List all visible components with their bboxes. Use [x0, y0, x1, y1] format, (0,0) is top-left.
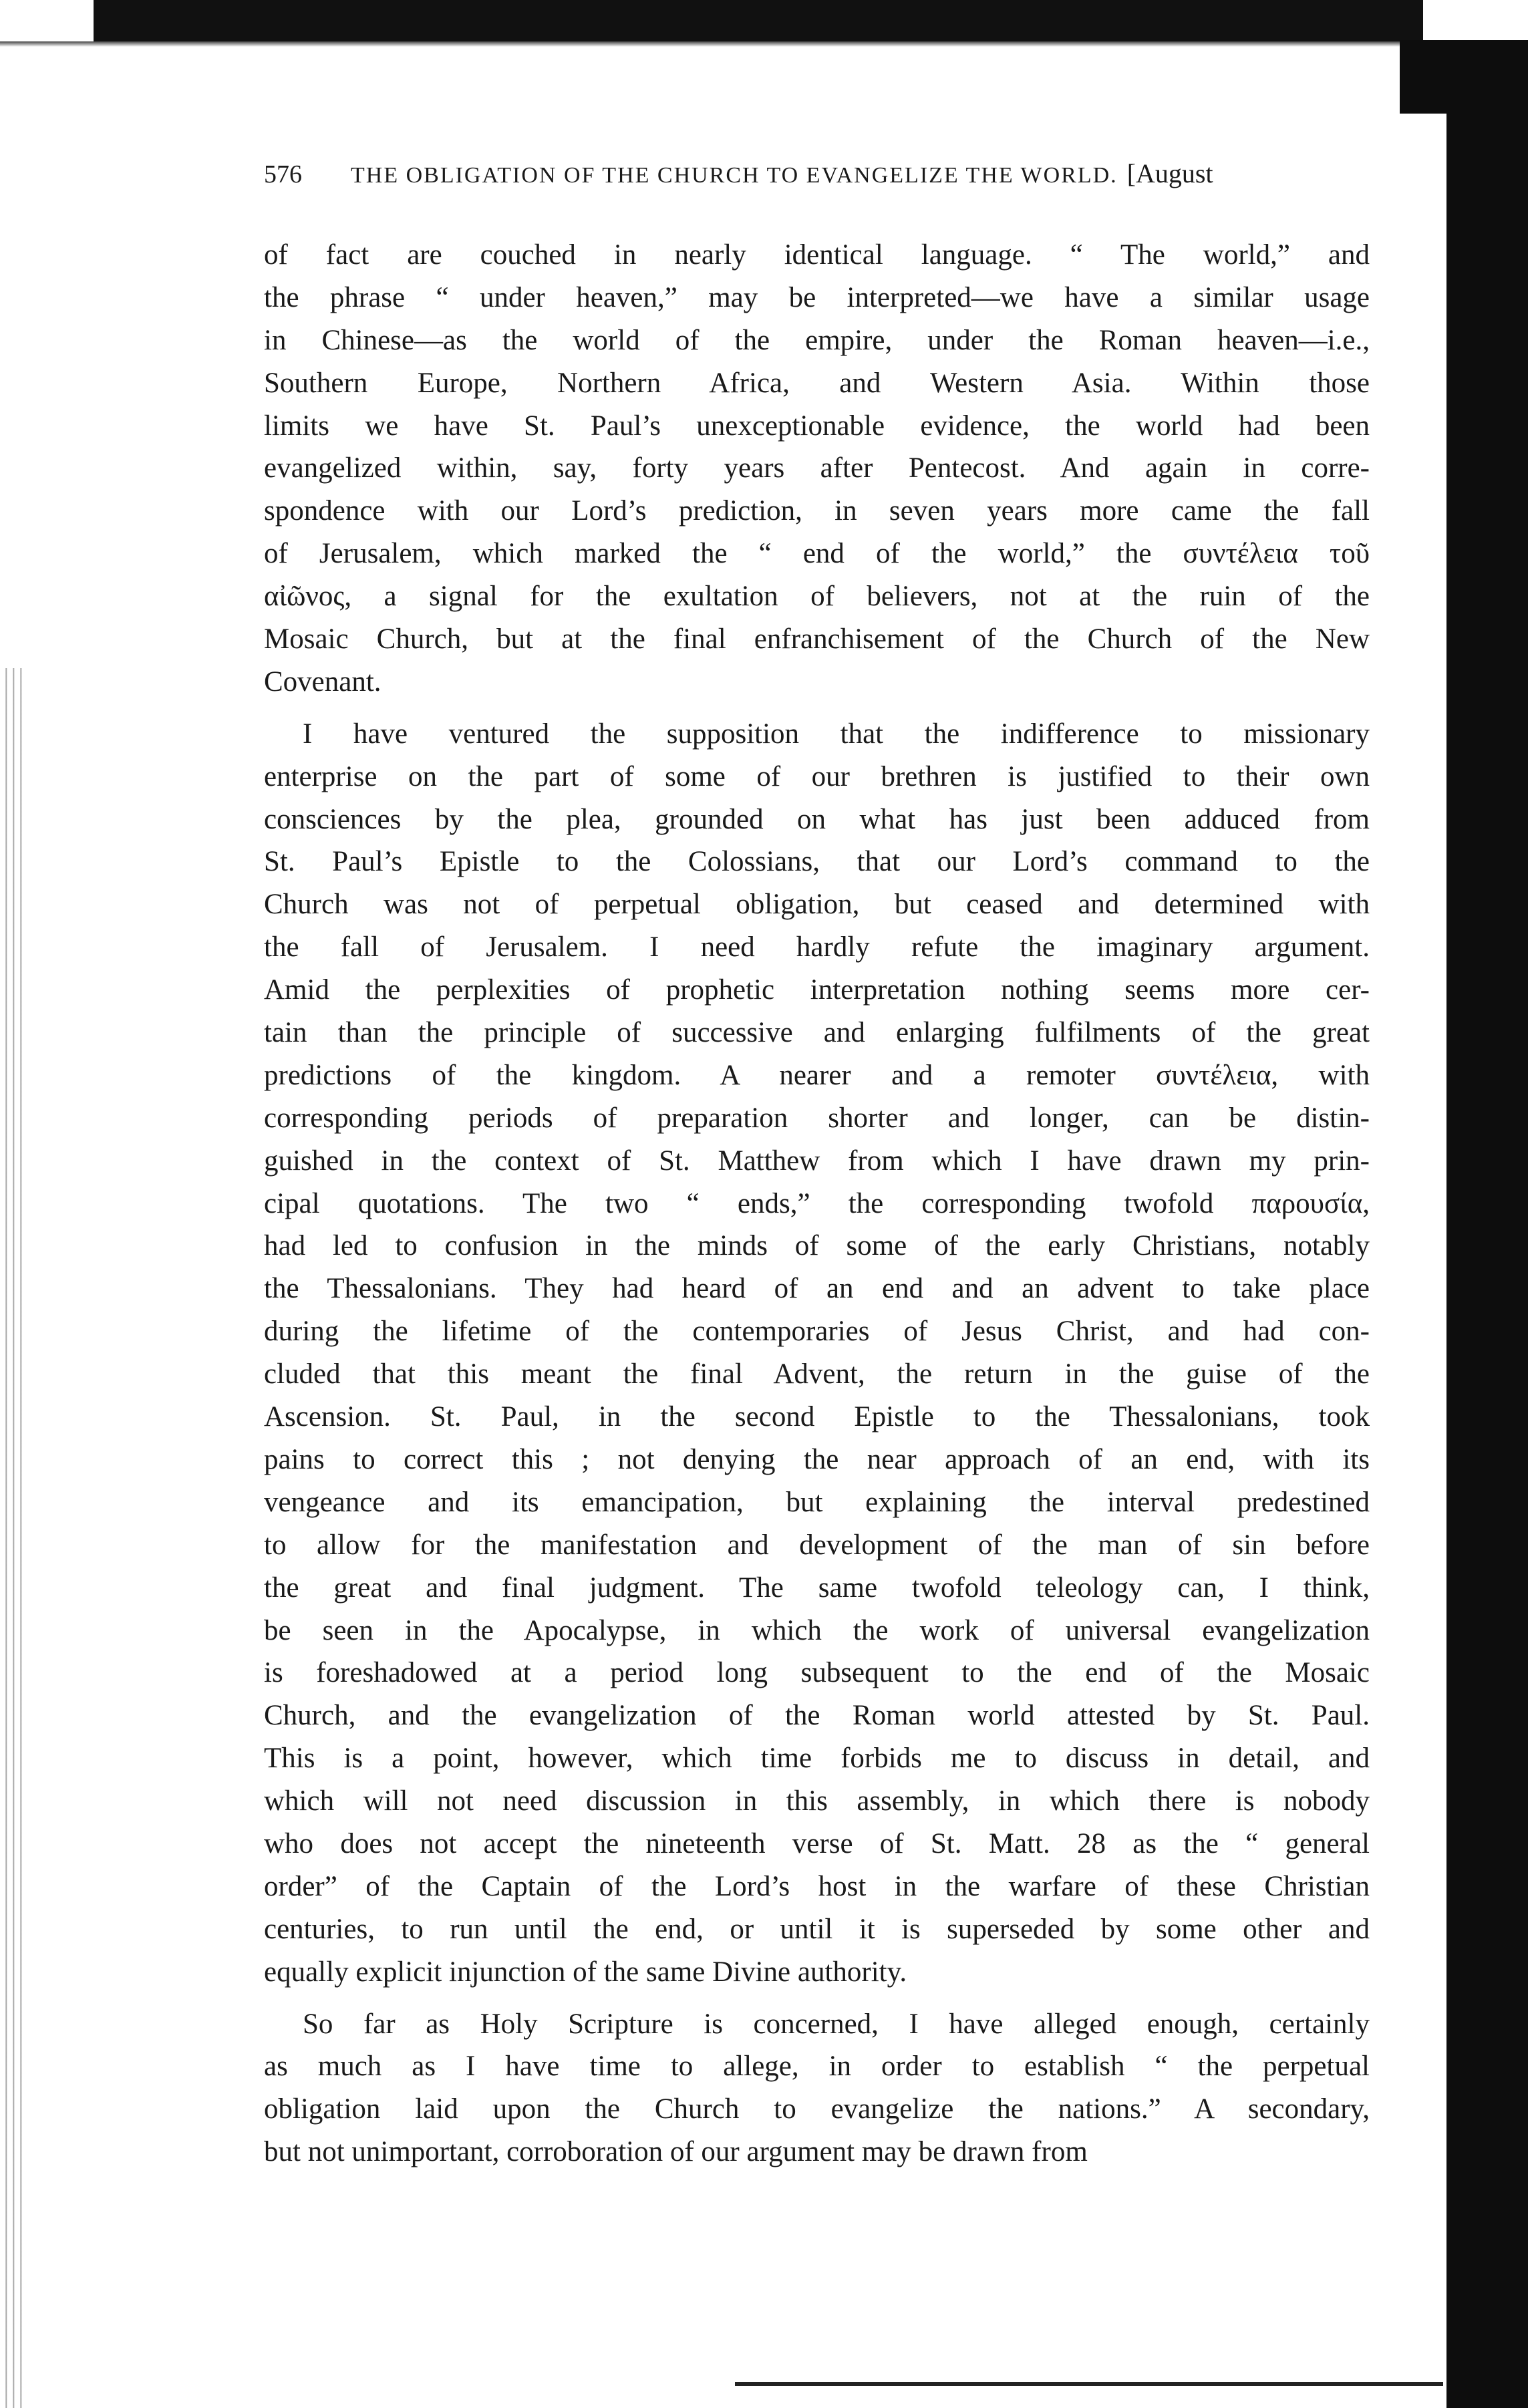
text-line: spondence with our Lord’s prediction, in seven years more came the fall [264, 495, 1370, 527]
paragraph-gap [264, 1994, 1370, 2003]
text-line: but not unimportant, corroboration of our argument may be drawn from [264, 2136, 1088, 2168]
scan-top-shadow [0, 41, 1528, 47]
scan-bottom-rule [735, 2382, 1443, 2386]
text-line: pains to correct this ; not denying the near approach of an end, with its [264, 1443, 1370, 1475]
text-line: This is a point, however, which time forbids me to discuss in detail, and [264, 1743, 1370, 1775]
text-line: αἰῶνος, a signal for the exultation of believers, not at the ruin of the [264, 581, 1370, 613]
text-line: Ascension. St. Paul, in the second Epistle to the Thessalonians, took [264, 1401, 1370, 1433]
paragraph [264, 713, 1370, 1994]
text-line: tain than the principle of successive and enlarging fulfilments of the great [264, 1017, 1370, 1049]
paragraph-gap [264, 704, 1370, 713]
running-date: [August [1126, 158, 1213, 188]
text-line: enterprise on the part of some of our brethren is justified to their own [264, 760, 1370, 792]
paragraph [264, 2003, 1370, 2174]
running-title: THE OBLIGATION OF THE CHURCH TO EVANGELIZE THE WORLD. [351, 163, 1118, 188]
text-line: cluded that this meant the final Advent, the return in the guise of the [264, 1358, 1370, 1390]
text-line: who does not accept the nineteenth verse of St. Matt. 28 as the “ general [264, 1827, 1370, 1859]
text-line: as much as I have time to allege, in order to establish “ the perpetual [264, 2051, 1370, 2083]
text-line: I have ventured the supposition that the indifference to missionary [303, 718, 1370, 750]
text-line: had led to confusion in the minds of some of the early Christians, notably [264, 1230, 1370, 1262]
text-line: the Thessalonians. They had heard of an end and an advent to take place [264, 1273, 1370, 1305]
text-line: guished in the context of St. Matthew from which I have drawn my prin- [264, 1145, 1370, 1177]
text-line: So far as Holy Scripture is concerned, I have alleged enough, certainly [303, 2008, 1370, 2040]
text-line: the great and final judgment. The same twofold teleology can, I think, [264, 1571, 1370, 1604]
page-number: 576 [264, 160, 302, 188]
text-line: predictions of the kingdom. A nearer and a remoter συντέλεια, with [264, 1059, 1370, 1091]
text-line: of fact are couched in nearly identical language. “ The world,” and [264, 239, 1370, 271]
body-text [264, 234, 1370, 2173]
paragraph [264, 234, 1370, 704]
text-line: centuries, to run until the end, or until it is superseded by some other and [264, 1913, 1370, 1945]
text-line: St. Paul’s Epistle to the Colossians, that our Lord’s command to the [264, 846, 1370, 878]
text-line: obligation laid upon the Church to evangelize the nations.” A secondary, [264, 2093, 1370, 2125]
document-page [264, 154, 1370, 2173]
text-line: vengeance and its emancipation, but explaining the interval predestined [264, 1486, 1370, 1518]
text-line: evangelized within, say, forty years after Pentecost. And again in corre- [264, 452, 1370, 484]
text-line: which will not need discussion in this assembly, in which there is nobody [264, 1785, 1370, 1817]
running-head [264, 154, 1370, 194]
text-line: the phrase “ under heaven,” may be interpreted—we have a similar usage [264, 281, 1370, 313]
text-line: cipal quotations. The two “ ends,” the corresponding twofold παρουσία, [264, 1187, 1370, 1219]
scan-left-gutter [0, 668, 27, 2408]
text-line: limits we have St. Paul’s unexceptionable evidence, the world had been [264, 410, 1370, 442]
text-line: Church was not of perpetual obligation, but ceased and determined with [264, 889, 1370, 921]
text-line: the fall of Jerusalem. I need hardly refute the imaginary argument. [264, 931, 1370, 963]
text-line: Southern Europe, Northern Africa, and Western Asia. Within those [264, 367, 1370, 399]
text-line: order” of the Captain of the Lord’s host in the warfare of these Christian [264, 1870, 1370, 1902]
text-line: of Jerusalem, which marked the “ end of the world,” the συντέλεια τοῦ [264, 538, 1370, 570]
text-line: Covenant. [264, 665, 381, 698]
text-line: Church, and the evangelization of the Roman world attested by St. Paul. [264, 1700, 1370, 1732]
text-line: be seen in the Apocalypse, in which the work of universal evangelization [264, 1614, 1370, 1646]
text-line: during the lifetime of the contemporaries of Jesus Christ, and had con- [264, 1316, 1370, 1348]
text-line: consciences by the plea, grounded on what has just been adduced from [264, 803, 1370, 835]
text-line: Amid the perplexities of prophetic interpretation nothing seems more cer- [264, 974, 1370, 1006]
scan-right-border [1446, 53, 1528, 2408]
text-line: in Chinese—as the world of the empire, under the Roman heaven—i.e., [264, 324, 1370, 356]
text-line: to allow for the manifestation and development of the man of sin before [264, 1529, 1370, 1561]
text-line: is foreshadowed at a period long subsequent to the end of the Mosaic [264, 1657, 1370, 1689]
text-line: Mosaic Church, but at the final enfranchisement of the Church of the New [264, 623, 1370, 655]
text-line: equally explicit injunction of the same Divine authority. [264, 1956, 907, 1988]
text-line: corresponding periods of preparation shorter and longer, can be distin- [264, 1102, 1370, 1134]
scan-top-border [94, 0, 1423, 41]
